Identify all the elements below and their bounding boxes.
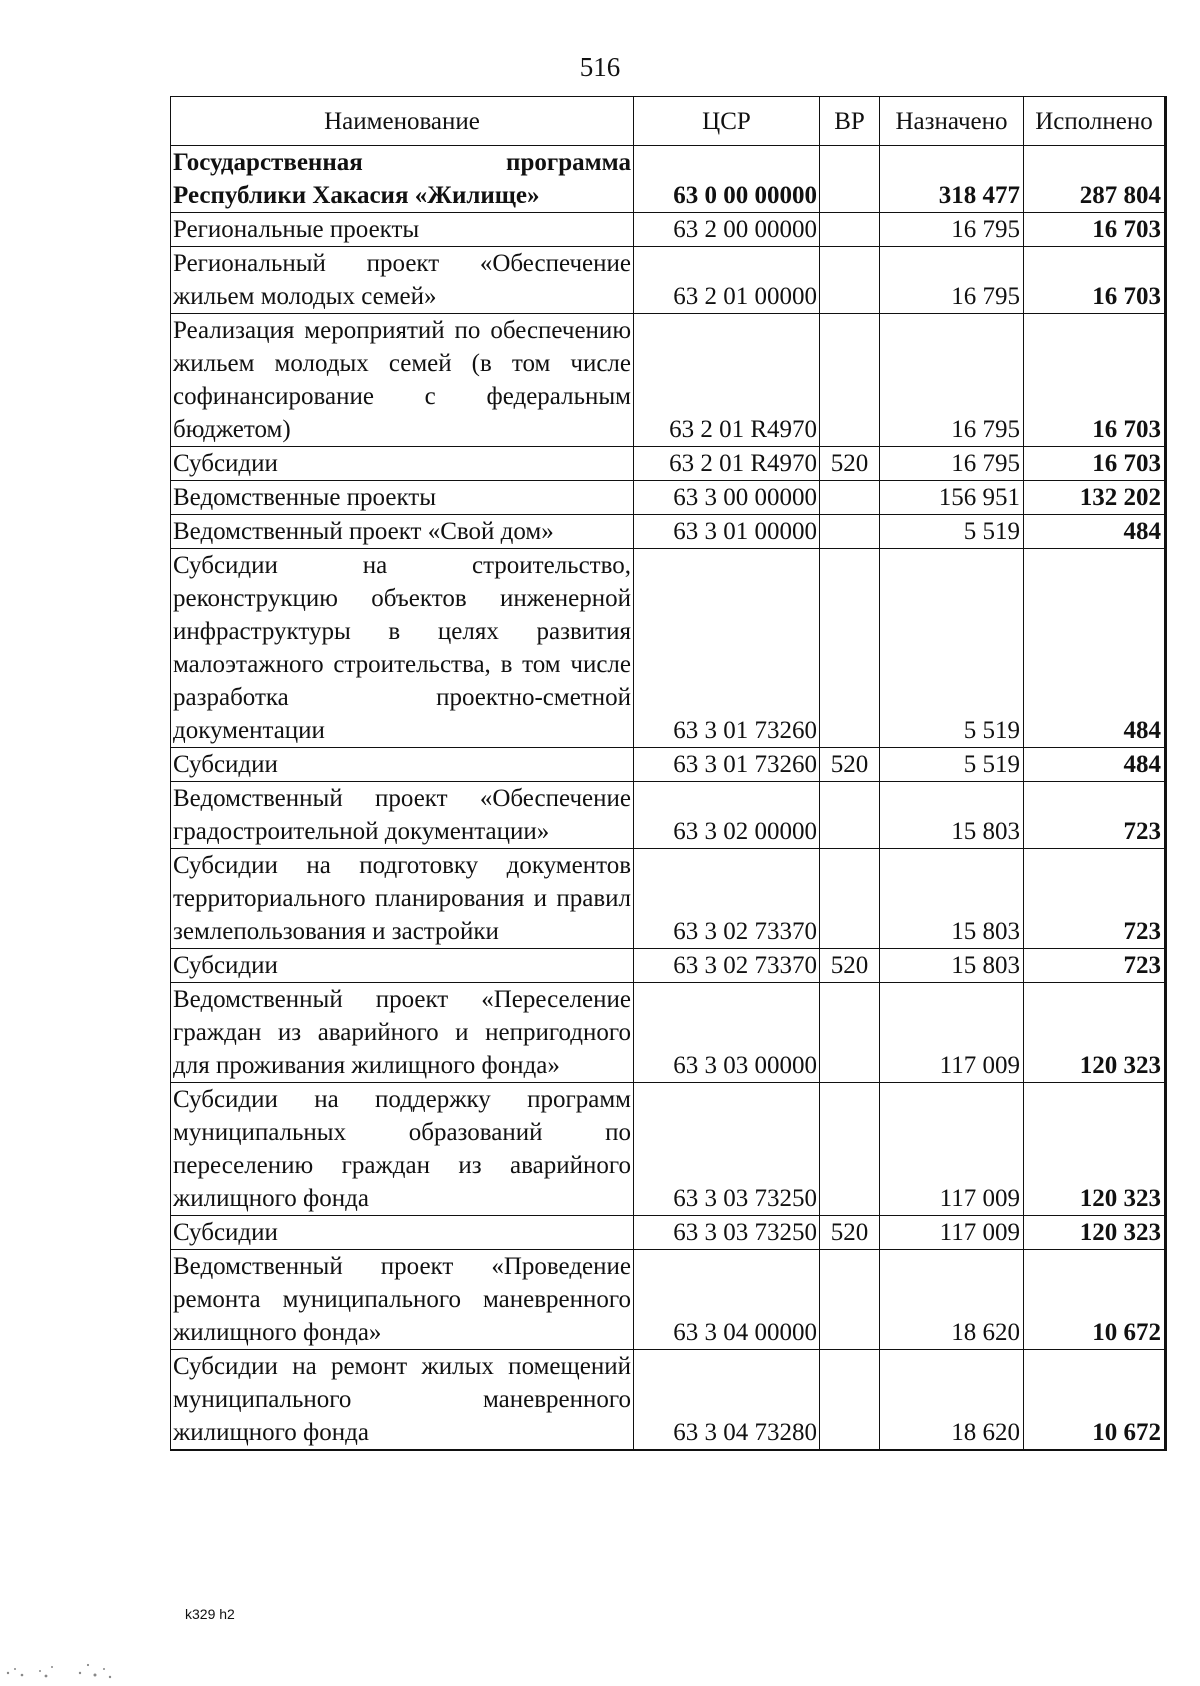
- row-executed: 10 672: [1024, 1250, 1166, 1350]
- row-assigned: 117 009: [880, 1083, 1024, 1216]
- row-assigned: 117 009: [880, 1216, 1024, 1250]
- row-executed: 120 323: [1024, 1083, 1166, 1216]
- row-csr: 63 2 00 00000: [634, 213, 820, 247]
- table-row: [171, 748, 1166, 782]
- row-executed: 723: [1024, 849, 1166, 949]
- row-csr: 63 3 02 73370: [634, 849, 820, 949]
- header-vr: ВР: [820, 97, 880, 146]
- table-body: [171, 146, 1166, 1451]
- row-name: Субсидии на поддержку программ муниципальных образований по переселению граждан из аварийного жилищного фонда: [171, 1083, 634, 1216]
- row-csr: 63 3 04 73280: [634, 1350, 820, 1451]
- row-executed: 10 672: [1024, 1350, 1166, 1451]
- table-row: [171, 447, 1166, 481]
- row-name: Субсидии на подготовку документов территориального планирования и правил землепользования и застройки: [171, 849, 634, 949]
- row-executed: 16 703: [1024, 213, 1166, 247]
- row-vr: [820, 849, 880, 949]
- row-executed: 120 323: [1024, 983, 1166, 1083]
- row-assigned: 18 620: [880, 1350, 1024, 1451]
- row-name: Субсидии на строительство, реконструкцию объектов инженерной инфраструктуры в целях развития малоэтажного строительства, в том числе разработка проектно-сметной документации: [171, 549, 634, 748]
- row-assigned: 5 519: [880, 549, 1024, 748]
- page-number: 516: [579, 52, 621, 82]
- table-row: [171, 481, 1166, 515]
- row-vr: [820, 983, 880, 1083]
- row-csr: 63 3 00 00000: [634, 481, 820, 515]
- row-executed: 16 703: [1024, 447, 1166, 481]
- row-vr: 520: [820, 1216, 880, 1250]
- row-name: Субсидии: [171, 1216, 634, 1250]
- table-row: [171, 146, 1166, 213]
- row-vr: [820, 782, 880, 849]
- row-assigned: 16 795: [880, 213, 1024, 247]
- row-vr: [820, 146, 880, 213]
- row-csr: 63 3 03 73250: [634, 1083, 820, 1216]
- row-executed: 287 804: [1024, 146, 1166, 213]
- row-name: Государственная программа Республики Хакасия «Жилище»: [171, 146, 634, 213]
- header-executed: Исполнено: [1024, 97, 1166, 146]
- row-assigned: 5 519: [880, 515, 1024, 549]
- row-csr: 63 3 03 73250: [634, 1216, 820, 1250]
- row-csr: 63 3 03 00000: [634, 983, 820, 1083]
- row-executed: 723: [1024, 782, 1166, 849]
- row-name: Реализация мероприятий по обеспечению жильем молодых семей (в том числе софинансирование с федеральным бюджетом): [171, 314, 634, 447]
- row-name: Субсидии на ремонт жилых помещений муниципального маневренного жилищного фонда: [171, 1350, 634, 1451]
- row-assigned: 18 620: [880, 1250, 1024, 1350]
- table-header-row: [171, 97, 1166, 146]
- row-executed: 723: [1024, 949, 1166, 983]
- row-vr: [820, 314, 880, 447]
- row-name: Ведомственный проект «Обеспечение градостроительной документации»: [171, 782, 634, 849]
- row-csr: 63 3 02 73370: [634, 949, 820, 983]
- row-csr: 63 3 01 73260: [634, 549, 820, 748]
- row-assigned: 15 803: [880, 949, 1024, 983]
- table-row: [171, 247, 1166, 314]
- row-vr: 520: [820, 748, 880, 782]
- row-csr: 63 2 01 00000: [634, 247, 820, 314]
- row-assigned: 15 803: [880, 849, 1024, 949]
- row-csr: 63 0 00 00000: [634, 146, 820, 213]
- row-csr: 63 2 01 R4970: [634, 314, 820, 447]
- table-row: [171, 1250, 1166, 1350]
- row-assigned: 16 795: [880, 447, 1024, 481]
- row-vr: [820, 549, 880, 748]
- header-assigned: Назначено: [880, 97, 1024, 146]
- row-assigned: 117 009: [880, 983, 1024, 1083]
- row-csr: 63 3 01 73260: [634, 748, 820, 782]
- row-executed: 484: [1024, 515, 1166, 549]
- table-row: [171, 1083, 1166, 1216]
- row-assigned: 16 795: [880, 247, 1024, 314]
- row-name: Субсидии: [171, 949, 634, 983]
- row-vr: [820, 213, 880, 247]
- table-row: [171, 983, 1166, 1083]
- row-vr: [820, 481, 880, 515]
- table-row: [171, 314, 1166, 447]
- header-name: Наименование: [171, 97, 634, 146]
- row-vr: [820, 515, 880, 549]
- table-row: [171, 1216, 1166, 1250]
- budget-table: [170, 96, 1167, 1451]
- row-assigned: 15 803: [880, 782, 1024, 849]
- row-csr: 63 3 01 00000: [634, 515, 820, 549]
- table-row: [171, 549, 1166, 748]
- row-vr: 520: [820, 447, 880, 481]
- table-row: [171, 782, 1166, 849]
- row-vr: [820, 1350, 880, 1451]
- row-assigned: 318 477: [880, 146, 1024, 213]
- scan-noise: [0, 1655, 120, 1683]
- header-csr: ЦСР: [634, 97, 820, 146]
- row-assigned: 16 795: [880, 314, 1024, 447]
- table-row: [171, 949, 1166, 983]
- row-executed: 484: [1024, 748, 1166, 782]
- row-name: Ведомственный проект «Свой дом»: [171, 515, 634, 549]
- row-name: Региональные проекты: [171, 213, 634, 247]
- table-row: [171, 213, 1166, 247]
- row-executed: 16 703: [1024, 314, 1166, 447]
- row-assigned: 156 951: [880, 481, 1024, 515]
- row-name: Субсидии: [171, 748, 634, 782]
- table-row: [171, 515, 1166, 549]
- row-csr: 63 2 01 R4970: [634, 447, 820, 481]
- footer-code: k329 h2: [185, 1606, 235, 1622]
- row-name: Региональный проект «Обеспечение жильем молодых семей»: [171, 247, 634, 314]
- row-executed: 120 323: [1024, 1216, 1166, 1250]
- row-vr: [820, 1083, 880, 1216]
- row-csr: 63 3 04 00000: [634, 1250, 820, 1350]
- row-name: Ведомственные проекты: [171, 481, 634, 515]
- row-name: Субсидии: [171, 447, 634, 481]
- row-executed: 132 202: [1024, 481, 1166, 515]
- row-vr: 520: [820, 949, 880, 983]
- row-vr: [820, 1250, 880, 1350]
- row-vr: [820, 247, 880, 314]
- row-name: Ведомственный проект «Проведение ремонта муниципального маневренного жилищного фонда»: [171, 1250, 634, 1350]
- table-row: [171, 1350, 1166, 1451]
- row-csr: 63 3 02 00000: [634, 782, 820, 849]
- table-row: [171, 849, 1166, 949]
- row-assigned: 5 519: [880, 748, 1024, 782]
- row-name: Ведомственный проект «Переселение граждан из аварийного и непригодного для проживания жилищного фонда»: [171, 983, 634, 1083]
- row-executed: 16 703: [1024, 247, 1166, 314]
- row-executed: 484: [1024, 549, 1166, 748]
